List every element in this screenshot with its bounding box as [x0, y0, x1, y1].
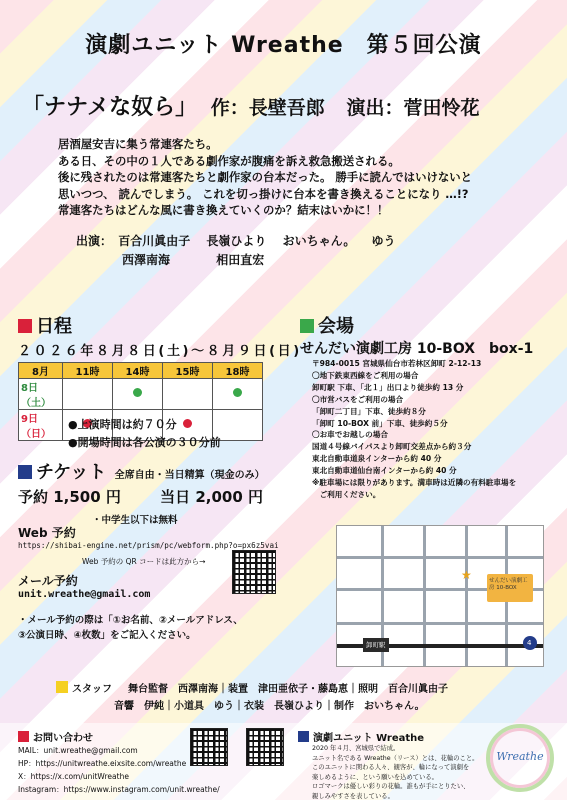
staff-heading: スタッフ [72, 684, 112, 695]
contact-heading: お問い合わせ [18, 729, 93, 744]
contact-x[interactable]: X：https://x.com/unitWreathe [18, 772, 129, 781]
cast-member: 長嶺ひより [206, 234, 267, 248]
advance-price: 予約 1,500 円 [18, 488, 121, 506]
cast [76, 232, 408, 270]
web-reservation-link[interactable]: https://shibai-engine.net/prism/pc/webform.php?o=px6z5vai [18, 541, 279, 550]
doors-note: ●開場時間は各公演の３０分前 [68, 436, 221, 449]
cast-member: 相田直宏 [216, 253, 265, 267]
access-line: 卸町駅 下車、「北１」出口より徒歩約 13 分 [312, 382, 464, 392]
cast-member: おいちゃん。 [282, 234, 356, 248]
access-line: 〒984-0015 宮城県仙台市若林区卸町 2-12-13 [312, 359, 482, 368]
row-label: 8日（土） [19, 379, 63, 410]
about-line: 2020 年４月、宮城県で結成。 [312, 745, 400, 752]
cast-member: 百合川眞由子 [118, 234, 191, 248]
synopsis-line: 常連客たちはどんな風に書き換えていくのか？結末はいかに！！ [58, 203, 389, 218]
access-line: ご利用ください。 [312, 489, 381, 499]
mail-note: ・メール予約の際は「①お名前、②メールアドレス、 [18, 615, 243, 626]
runtime-note: ●上演時間は約７０分 [68, 418, 177, 431]
student-note: ・中学生以下は無料 [92, 515, 178, 526]
play-title: 「ナナメな奴ら」 [22, 95, 198, 120]
web-qr-code[interactable] [232, 550, 276, 594]
red-square-icon [18, 731, 29, 742]
synopsis [58, 136, 528, 219]
table-header-cell: 18時 [213, 363, 263, 379]
contact-hp[interactable]: HP：https://unitwreathe.eixsite.com/wreathe [18, 759, 187, 768]
access-line: 〇市営バスをご利用の場合 [312, 394, 404, 404]
access-line: 東北自動車道泉インターから約 40 分 [312, 454, 442, 464]
slot-cell [213, 379, 263, 410]
ticket-prices [18, 486, 263, 507]
page-title: 演劇ユニット Wreathe 第５回公演 [85, 33, 482, 58]
row-label: 9日（日） [19, 410, 63, 441]
venue-map-label: せんだい演劇工房 10-BOX [489, 578, 528, 591]
about-line: 楽しめるように、という願いを込めている。 [312, 773, 438, 781]
table-header-cell: 15時 [163, 363, 213, 379]
access-line: 国道４号線バイパスより卸町交差点から約３分 [312, 442, 472, 452]
synopsis-line: 居酒屋安吉に集う常連客たち。 [58, 137, 218, 151]
contact-instagram[interactable]: Instagram：https://www.instagram.com/unit.wreathe/ [18, 785, 220, 794]
ticket-sub: 全席自由・当日精算（現金のみ） [114, 470, 265, 481]
green-square-icon [300, 319, 314, 333]
synopsis-line: 後に残されたのは常連客たちと劇作家の台本だった。 勝手に読んではいけないと [58, 170, 473, 185]
staff-credits [56, 681, 448, 715]
navy-square-icon [298, 731, 309, 742]
schedule-dates: ２０２６年８月８日(土)～８月９日(日) [18, 344, 302, 359]
about-line: 親しみやすさを表している。 [312, 792, 394, 800]
door-price: 当日 2,000 円 [160, 488, 264, 506]
synopsis-line: 思いつつ、 読んでしまう。 これを切っ掛けに台本を書き換えることになり …!? [58, 186, 469, 201]
table-header-row [19, 363, 263, 379]
venue-map[interactable] [336, 525, 544, 667]
mail-reservation-link[interactable]: unit.wreathe@gmail.com [18, 589, 151, 600]
ticket-heading: チケット 全席自由・当日精算（現金のみ） [18, 458, 265, 484]
web-reservation-heading: Web 予約 [18, 526, 76, 540]
about-heading: 演劇ユニット Wreathe [298, 729, 424, 744]
access-line: 東北自動車道仙台南インターから約 40 分 [312, 466, 457, 476]
about-line: ユニット名である Wreathe（リース）とは、花輪のこと。 [312, 754, 479, 762]
red-square-icon [18, 319, 32, 333]
qr-note: Web 予約の QR コードは此方から→ [82, 557, 206, 566]
schedule-heading: 日程 [18, 312, 72, 338]
table-row [19, 379, 263, 410]
performance-dot-icon [183, 419, 192, 428]
staff-line: 舞台監督 西澤南海｜装置 津田亜依子・藤島恵｜照明 百合川眞由子 [128, 684, 448, 695]
slot-cell [113, 379, 163, 410]
table-header-cell: 11時 [63, 363, 113, 379]
cast-member: ゆう [371, 234, 396, 248]
play-heading [22, 90, 480, 121]
mail-reservation-heading: メール予約 [18, 574, 78, 588]
access-line: 〇地下鉄東西線をご利用の場合 [312, 370, 419, 380]
venue-heading: 会場 [300, 312, 354, 338]
cast-member: 西澤南海 [122, 253, 171, 267]
access-line: 〇お車でお越しの場合 [312, 430, 388, 440]
about-text [312, 744, 478, 800]
performance-dot-icon [133, 388, 142, 397]
mail-note: ③公演日時、④枚数」をご記入ください。 [18, 630, 196, 641]
table-header-cell: 14時 [113, 363, 163, 379]
access-line: ※駐車場には限りがあります。満車時は近隣の有料駐車場を [312, 478, 517, 488]
logo-text: Wreathe [496, 750, 544, 763]
contact-qr-code[interactable] [246, 728, 284, 766]
access-line: 「卸町二丁目」下車、徒歩約８分 [312, 406, 426, 416]
access-line: 「卸町 10-BOX 前」下車、徒歩約５分 [312, 418, 448, 428]
synopsis-line: ある日、その中の１人である劇作家が腹痛を訴え救急搬送される。 [58, 153, 400, 168]
about-line: ロゴマークは優しい彩りの花輪。誰もが手にとりたい、 [312, 783, 470, 791]
slot-cell [163, 379, 213, 410]
contact-qr-code[interactable] [190, 728, 228, 766]
performance-dot-icon [233, 388, 242, 397]
yellow-square-icon [56, 681, 68, 693]
table-header-cell: 8月 [19, 363, 63, 379]
slot-cell [63, 379, 113, 410]
route-number: 4 [527, 639, 532, 647]
about-line: このユニットに関わる人々、観客が、輪になって演劇を [312, 764, 470, 772]
cast-label: 出演： [76, 234, 113, 248]
venue-access [312, 358, 562, 501]
play-director: 演出：菅田怜花 [346, 97, 480, 119]
contact-mail[interactable]: MAIL：unit.wreathe@gmail.com [18, 746, 138, 755]
venue-star-icon: ★ [461, 568, 472, 582]
navy-square-icon [18, 465, 32, 479]
staff-line: 音響 伊純｜小道具 ゆう｜衣装 長嶺ひより｜制作 おいちゃん。 [114, 701, 425, 712]
station-label: 卸町駅 [366, 641, 386, 649]
play-writer: 作：長壁吾郎 [210, 97, 325, 119]
venue-name: せんだい演劇工房 10-BOX box-1 [300, 341, 534, 357]
